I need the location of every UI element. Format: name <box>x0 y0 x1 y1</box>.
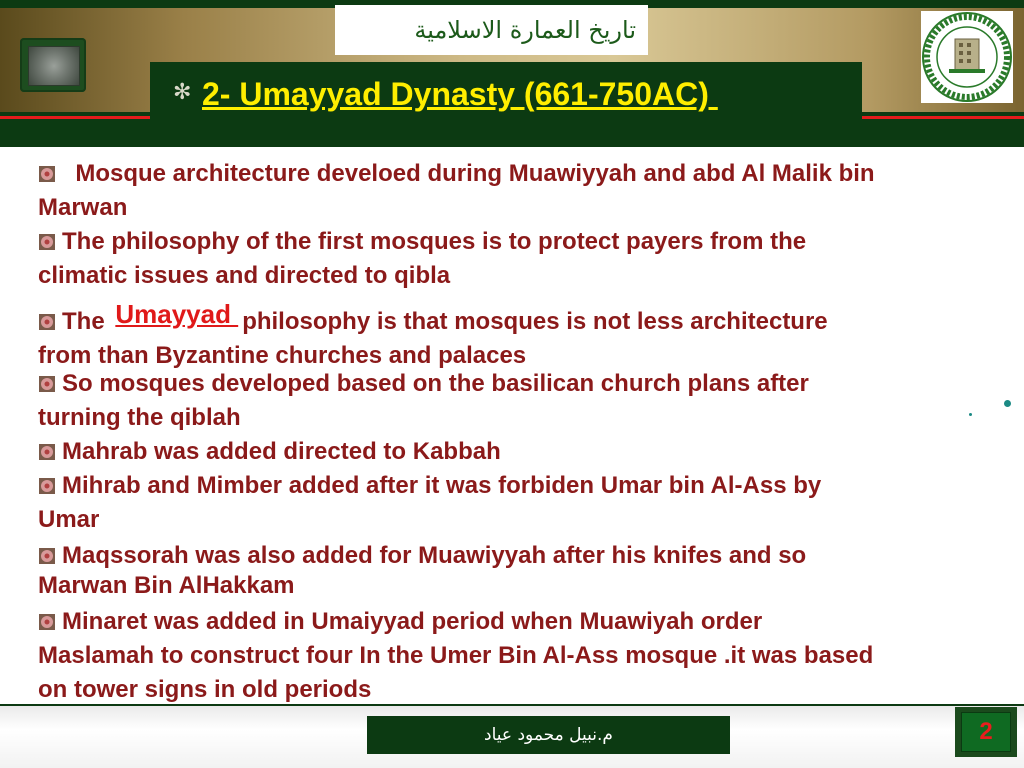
bullet-text-continued: Marwan <box>38 194 128 221</box>
bullet-text-continued: climatic issues and directed to qibla <box>38 262 451 289</box>
list-item <box>38 537 1024 605</box>
star-icon: ✻ <box>173 80 192 105</box>
flower-bullet-icon <box>38 165 56 183</box>
list-item <box>38 469 1024 537</box>
menu-button[interactable] <box>20 38 86 92</box>
flower-bullet-icon <box>38 313 56 331</box>
list-item <box>38 367 1024 435</box>
highlighted-word: Umayyad <box>115 299 239 329</box>
bullet-text: Mosque architecture develoed during Muawiyyah and abd Al Malik bin <box>62 160 875 187</box>
bullet-text-continued: Umar <box>38 506 100 533</box>
list-item <box>38 605 1024 707</box>
slide-title: 2- Umayyad Dynasty (661-750AC) <box>202 76 718 112</box>
list-item <box>38 435 1024 469</box>
footer-divider <box>0 704 1024 706</box>
bullet-text-continued: on tower signs in old periods <box>38 676 372 703</box>
menu-button-icon <box>28 46 80 86</box>
header-band-bottom <box>0 140 1024 147</box>
flower-bullet-icon <box>38 233 56 251</box>
bullet-text: So mosques developed based on the basilican church plans after <box>62 370 809 397</box>
arabic-title: تاريخ العمارة الاسلامية <box>414 16 636 44</box>
decorative-dot <box>1004 400 1011 407</box>
bullet-text: The philosophy of the first mosques is to protect payers from the <box>62 228 807 255</box>
university-logo-icon <box>921 11 1013 103</box>
arabic-title-box <box>335 5 648 55</box>
page-number: 2 <box>979 718 993 745</box>
list-item <box>38 225 1024 293</box>
bullet-text: Maqssorah was also added for Muawiyyah after his knifes and so <box>62 542 807 569</box>
bullet-text: Minaret was added in Umaiyyad period when Muawiyah order <box>62 608 763 635</box>
flower-bullet-icon <box>38 375 56 393</box>
list-item <box>38 157 1024 225</box>
bullet-text: Mihrab and Mimber added after it was forbiden Umar bin Al-Ass by <box>62 472 822 499</box>
flower-bullet-icon <box>38 477 56 495</box>
bullet-text-continued: from than Byzantine churches and palaces <box>38 342 527 369</box>
list-item <box>38 293 1024 367</box>
flower-bullet-icon <box>38 547 56 565</box>
author-name: م.نبيل محمود عياد <box>484 725 613 745</box>
decorative-dot <box>969 413 972 416</box>
bullet-text: Mahrab was added directed to Kabbah <box>62 438 501 465</box>
bullet-text: philosophy is that mosques is not less architecture <box>242 308 828 335</box>
flower-bullet-icon <box>38 443 56 461</box>
page-number-button[interactable] <box>955 707 1017 757</box>
bullet-text: The <box>62 308 112 335</box>
bullet-list <box>38 157 1024 707</box>
page-number-box <box>961 712 1011 752</box>
author-box <box>367 716 730 754</box>
bullet-text-continued: Marwan Bin AlHakkam <box>38 572 295 599</box>
bullet-text-continued: Maslamah to construct four In the Umer Bin Al-Ass mosque .it was based <box>38 642 874 669</box>
bullet-text-continued: turning the qiblah <box>38 404 241 431</box>
flower-bullet-icon <box>38 613 56 631</box>
